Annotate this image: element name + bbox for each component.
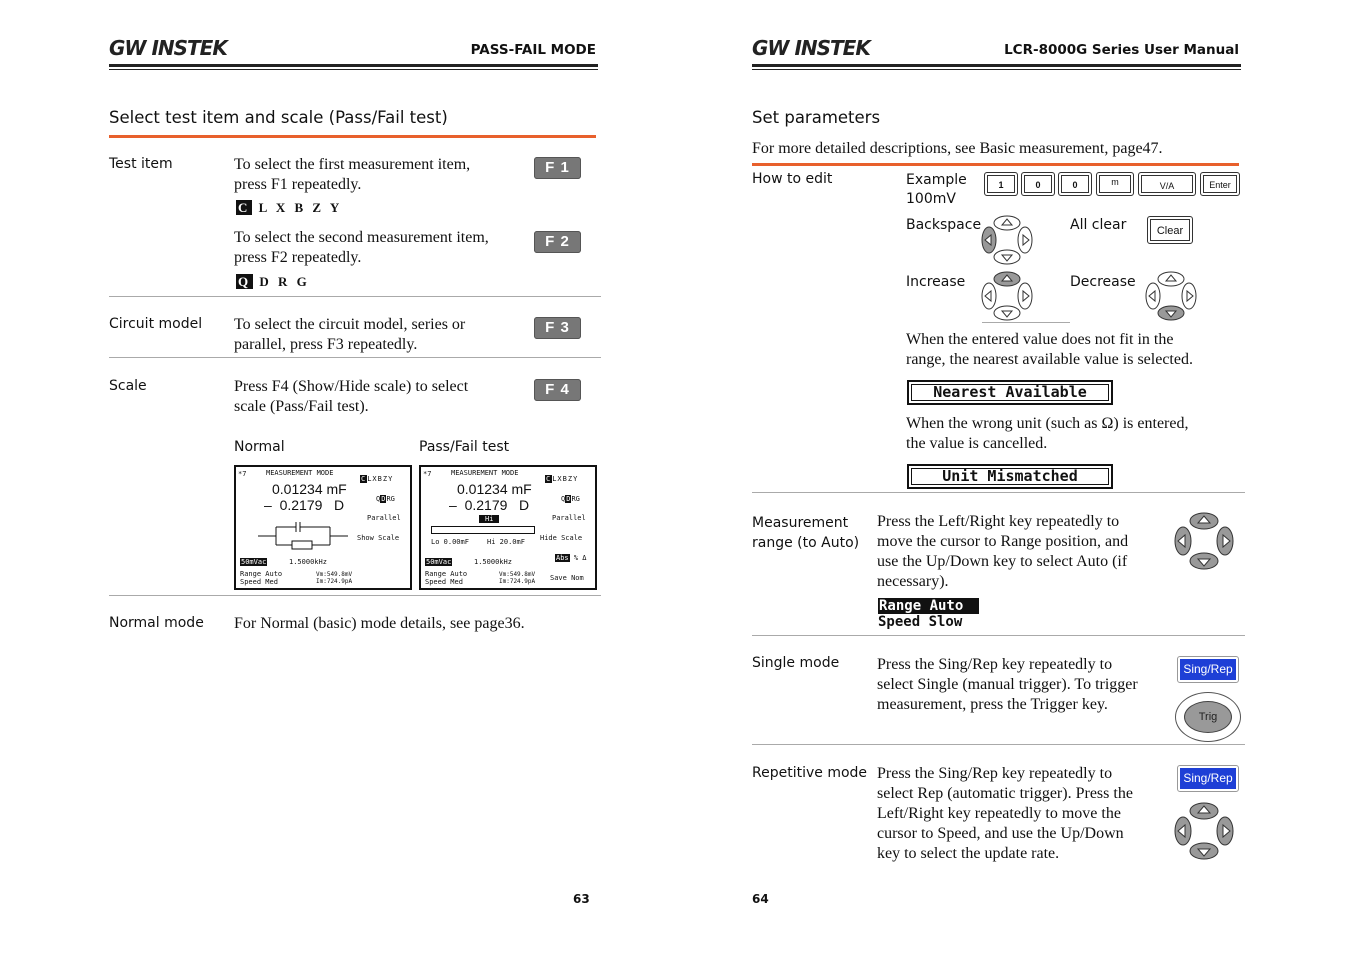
arrow-pad-up-icon[interactable]: [980, 270, 1034, 322]
key-0-second[interactable]: 0: [1058, 172, 1092, 196]
arrow-pad-icon[interactable]: [1174, 802, 1234, 860]
key-milli[interactable]: m: [1096, 172, 1134, 196]
trig-key[interactable]: Trig: [1175, 692, 1241, 742]
how-to-edit-label: How to edit: [752, 171, 833, 187]
lcd-normal-screen: *7 MEASUREMENT MODE CLXBZY 0.01234 mF QDRG – 0.2179 D Parallel Show Scale 50mVac 1.5000kHz Range Auto Speed Med Vm:549.8mV Im:724.9pA: [234, 465, 412, 590]
gw-instek-logo: GW INSTEK: [109, 36, 227, 60]
backspace-label: Backspace: [906, 217, 982, 233]
unit-mismatched-banner: Unit Mismatched: [907, 464, 1113, 489]
page-number: 63: [573, 892, 590, 906]
item1-sequence: C L X B Z Y: [238, 200, 343, 215]
test-item-text1: To select the first measurement item, press F1 repeatedly.: [234, 156, 471, 193]
parallel-circuit-diagram: [256, 519, 350, 553]
gw-instek-logo: GW INSTEK: [752, 36, 870, 60]
lcd-passfail-screen: *7 MEASUREMENT MODE CLXBZY 0.01234 mF QDRG – 0.2179 D Hi Parallel Lo 0.00mF Hi 20.0mF Hide Scale 50mVac 1.5000kHz Abs % Δ Range Auto Speed Med Vm:549.8mV Im:724.9pA Save Nom: [419, 465, 597, 590]
test-item-text2: To select the second measurement item, press F2 repeatedly.: [234, 229, 489, 266]
note-nearest: When the entered value does not fit in the range, the nearest available value is selected.: [906, 331, 1193, 368]
repetitive-mode-text: Press the Sing/Rep key repeatedly to select Rep (automatic trigger). Press the Left/Right key repeatedly to move the cursor to Speed, and use the Up/Down key to select the update rate.: [877, 765, 1133, 862]
key-1[interactable]: 1: [984, 172, 1018, 196]
row-divider: [109, 357, 601, 358]
f4-key[interactable]: F 4: [534, 379, 581, 401]
arrow-pad-icon[interactable]: [1174, 512, 1234, 570]
sing-rep-key[interactable]: Sing/Rep: [1177, 656, 1239, 683]
key-0[interactable]: 0: [1021, 172, 1055, 196]
section-title: Select test item and scale (Pass/Fail test): [109, 108, 448, 127]
header-rule-thin: [109, 69, 598, 70]
header-rule: [752, 64, 1241, 67]
arrow-pad-left-icon[interactable]: [980, 214, 1034, 266]
repetitive-mode-label: Repetitive mode: [752, 765, 868, 781]
item2-sequence: Q D R G: [238, 274, 310, 289]
row-divider: [752, 492, 1245, 493]
circuit-model-text: To select the circuit model, series or parallel, press F3 repeatedly.: [234, 316, 466, 353]
row-divider: [109, 296, 601, 297]
section-rule: [752, 163, 1239, 166]
note-mismatch: When the wrong unit (such as Ω) is entered, the value is cancelled.: [906, 415, 1189, 452]
row-divider: [752, 635, 1245, 636]
header-rule: [109, 64, 598, 67]
row-divider: [109, 595, 601, 596]
caption-normal: Normal: [234, 439, 285, 455]
page-number: 64: [752, 892, 769, 906]
example-text: Example 100mV: [906, 172, 967, 207]
minor-divider: [982, 322, 1070, 323]
measurement-range-label: Measurement range (to Auto): [752, 515, 860, 551]
single-mode-text: Press the Sing/Rep key repeatedly to select Single (manual trigger). To trigger measurement, press the Trigger key.: [877, 656, 1138, 713]
header-title: PASS-FAIL MODE: [470, 42, 596, 58]
decrease-label: Decrease: [1070, 274, 1136, 290]
f2-key[interactable]: F 2: [534, 231, 581, 253]
normal-mode-text: For Normal (basic) mode details, see page36.: [234, 615, 525, 632]
measurement-range-text: Press the Left/Right key repeatedly to move the cursor to Range position, and use the Up/Down key to select Auto (if necessary).: [877, 513, 1129, 590]
pass-fail-scale-bar: [431, 526, 535, 534]
caption-passfail: Pass/Fail test: [419, 439, 510, 455]
section-title: Set parameters: [752, 108, 881, 127]
header-rule-thin: [752, 69, 1241, 70]
section-intro: For more detailed descriptions, see Basic measurement, page47.: [752, 140, 1163, 157]
single-mode-label: Single mode: [752, 655, 840, 671]
clear-key[interactable]: Clear: [1147, 216, 1193, 244]
key-enter[interactable]: Enter: [1200, 172, 1240, 196]
normal-mode-label: Normal mode: [109, 615, 204, 631]
circuit-model-label: Circuit model: [109, 316, 203, 332]
key-v-a[interactable]: V/A: [1138, 172, 1196, 196]
test-item-label: Test item: [109, 156, 173, 172]
nearest-available-banner: Nearest Available: [907, 380, 1113, 405]
f1-key[interactable]: F 1: [534, 157, 581, 179]
f3-key[interactable]: F 3: [534, 317, 581, 339]
range-speed-lcd: Range Auto Speed Slow: [878, 598, 979, 630]
row-divider: [752, 744, 1245, 745]
arrow-pad-down-icon[interactable]: [1144, 270, 1198, 322]
sing-rep-key-repetitive[interactable]: Sing/Rep: [1177, 765, 1239, 792]
increase-label: Increase: [906, 274, 966, 290]
scale-label: Scale: [109, 378, 147, 394]
all-clear-label: All clear: [1070, 217, 1127, 233]
scale-text: Press F4 (Show/Hide scale) to select scale (Pass/Fail test).: [234, 378, 469, 415]
header-title: LCR-8000G Series User Manual: [1004, 42, 1239, 58]
section-rule: [109, 135, 596, 138]
